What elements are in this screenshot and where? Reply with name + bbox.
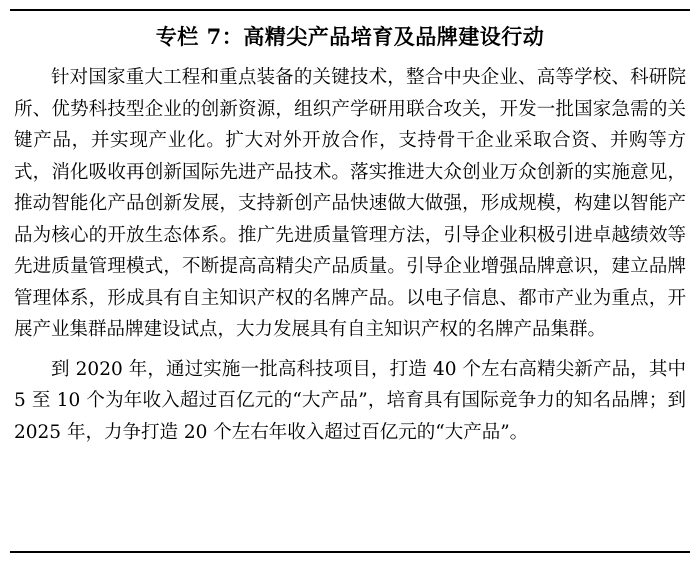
box-title: 专栏 7：高精尖产品培育及品牌建设行动 <box>155 24 545 49</box>
box-content <box>14 16 686 546</box>
body-paragraph-2: 到 2020 年，通过实施一批高科技项目，打造 40 个左右高精尖新产品，其中 5 至 10 个为年收入超过百亿元的“大产品”，培育具有国际竞争力的知名品牌；到 2025 年，力争打造 20 个左右年收入超过百亿元的“大产品”。 <box>14 358 686 443</box>
bottom-divider-rule <box>10 551 690 553</box>
body-paragraph-1: 针对国家重大工程和重点装备的关键技术，整合中央企业、高等学校、科研院所、优势科技型企业的创新资源，组织产学研用联合攻关，开发一批国家急需的关键产品，并实现产业化。扩大对外开放合作，支持骨干企业采取合资、并购等方式，消化吸收再创新国际先进产品技术。落实推进大众创业万众创新的实施意见，推动智能化产品创新发展，支持新创产品快速做大做强，形成规模，构建以智能产品为核心的开放生态体系。推广先进质量管理方法，引导企业积极引进卓越绩效等先进质量管理模式，不断提高高精尖产品质量。引导企业增强品牌意识，建立品牌管理体系，形成具有自主知识产权的名牌产品。以电子信息、都市产业为重点，开展产业集群品牌建设试点，大力发展具有自主知识产权的名牌产品集群。 <box>14 67 686 340</box>
top-divider-rule <box>10 9 690 11</box>
